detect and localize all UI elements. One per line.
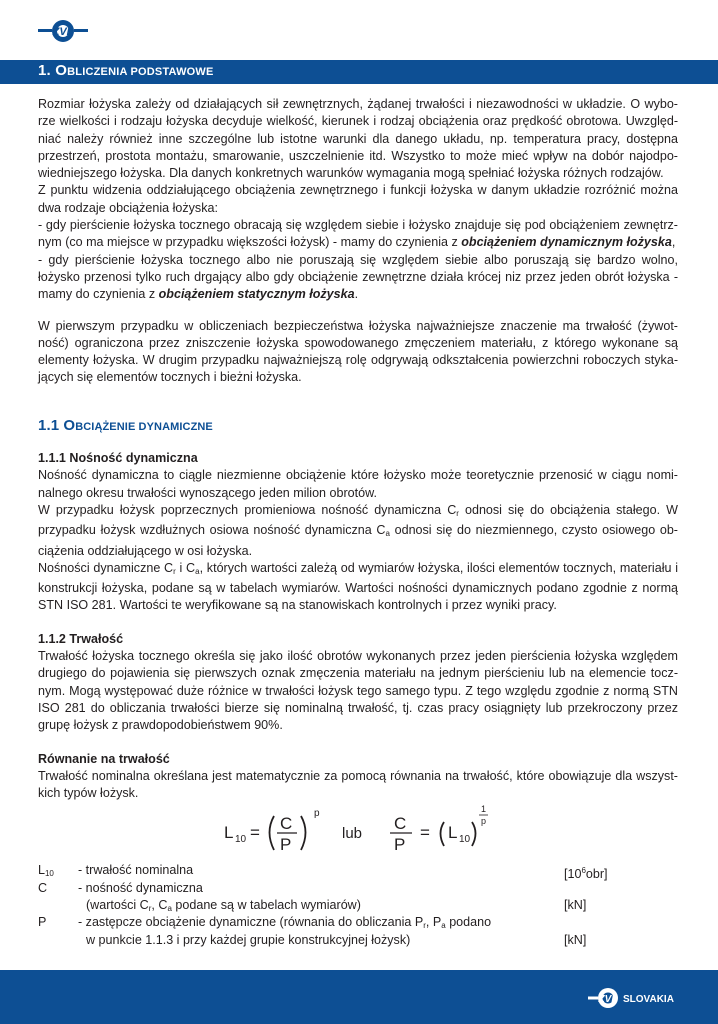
intro-paragraph-1: Rozmiar łożyska zależy od działających sił zewnętrznych, żądanej trwałości i niezawodności w układzie. O wybo-rze wielkości i rodzaju łożyska decyduje wielkość, kierunek i rodzaj obciążenia oraz prędkość obrotowa. Uwzględ-niać należy również inne szczególne lub istotne warunki dla danego układu, np. temperatura pracy, dostępna przestrzeń, prostota montażu, smarowanie, uszczelnienie itd. Wszystko to może mieć wpływ na dobór najodpo-wiedniejszego łożyska. Dla danych konkretnych warunków wymagania mogą spełniać łożyska różnych rodzajów. [38,97,678,181]
formula-paren-open-2 [441,822,445,846]
formula-equals-1: = [250,823,260,843]
symbol-definitions [38,862,678,948]
formula-P-2: P [394,835,406,855]
intro-paragraph-4: - gdy pierścienie łożyska tocznego albo nie poruszają się względem siebie albo poruszają się bardzo wolno, łożysko przenosi tylko ruch drgający albo gdy obciążenie zewnętrzne działa krócej niz przez jeden obrót łożyska - mamy do czynienia z obciążeniem statycznym łożyska. [38,252,678,302]
formula-L: L [224,823,234,843]
equation-intro: Trwałość nominalna określana jest matematycznie za pomocą równania na trwałość, które obowiązuje dla wszyst-kich typów łożysk. [38,768,678,801]
s111-paragraph-2: W przypadku łożysk poprzecznych promieniowa nośność dynamiczna $C_r$ odnosi się do obciążenia stałego. W przypadku łożysk wzdłużnych osiowa nośność dynamiczna $C_a$ odnosi się do niezmiennego, czysto osiowego ob-ciążenia oddziałującego w osi łożyska. [38,502,679,558]
formula-L-2: L [448,823,458,843]
definition-row-P: P - zastępcze obciążenie dynamiczne (równania do obliczania $P_r$, $P_a$ podano [38,915,492,931]
footer-logo-zvl: ZVL [598,994,618,1005]
formula-exp-p-1: p [314,808,320,820]
main-content [38,96,678,949]
formula-equals-2: = [420,823,430,843]
chapter-title: 1. OBLICZENIA PODSTAWOWE [38,62,214,79]
subsection-heading-1-1-2: 1.1.2 Trwałość [38,631,124,646]
zvl-logo-top [38,18,88,44]
definition-row-C-note: (wartości $C_r$, $C_a$ podane są w tabelach wymiarów) [kN] [86,897,587,913]
formula-exp-p-2: p [481,816,487,827]
formula-L-sub-2: 10 [459,834,471,846]
s111-paragraph-3: Nośności dynamiczne $C_r$ i $C_a$, których wartości zależą od wymiarów łożyska, ilości elementów tocznych, materiału i konstrukcji łożyska, podane są w tabelach wymiarów. Wartości nośności dynamicznych podano zgodnie z normą STN ISO 281. Wartości te weryfikowane są na stanowiskach kontrolnych i przez wyniki pracy. [38,560,678,613]
formula-paren-close-2 [472,822,476,846]
section-heading-1-1: 1.1 OBCIĄŻENIE DYNAMICZNE [38,416,213,434]
zvl-slovakia-logo [588,986,680,1015]
formula-paren-close-1 [301,816,306,850]
zvl-logo-text: ZVL [52,26,74,38]
s111-paragraph-1: Nośność dynamiczna to ciągle niezmienne obciążenie które łożysko może teoretycznie przenosić w ciągu nomi-nalnego okresu trwałości wynoszącego jeden milion obrotów. [38,468,678,500]
chapter-header [0,60,718,84]
formula-P-1: P [280,835,292,855]
formula-exp-one: 1 [481,804,487,815]
s112-paragraph-1: Trwałość łożyska tocznego określa się jako ilość obrotów wykonanych przez jeden pierścienia łożyska względem drugiego do pojawienia się pierwszych oznak zmęczenia materiału na jednym pierścieniu lub na elemencie tocz-nym. Mogą występować duże różnice w trwałości łożysk tego samego typu. Z tego względu zgodnie z normą STN ISO 281 do obliczania trwałości bierze się nominalną trwałość, tj. czas pracy osiągnięty lub przekroczony przez grupę łożysk z prawdopodobieństwem 90%. [38,649,678,733]
footer-logo-country: SLOVAKIA [623,994,674,1005]
intro-paragraph-2: Z punktu widzenia oddziałującego obciążenia zewnętrznego i funkcji łożyska w danym układzie rozróżnić można dwa rodzaje obciążenia łożyska: [38,183,678,215]
formula-paren-open-1 [270,816,275,850]
formula-lub: lub [342,825,363,843]
definition-row-C: C - nośność dynamiczna [38,880,203,895]
intro-paragraph-3: - gdy pierścienie łożyska tocznego obracają się względem siebie i łożysko znajduje się pod obciążeniem zewnętrz-nym (co ma miejsce w przypadku większości łożysk) - mamy do czynienia z obciążeniem dynamicznym łożyska, [38,218,678,250]
equation-heading: Równanie na trwałość [38,751,170,766]
intro-paragraph-5: W pierwszym przypadku w obliczeniach bezpieczeństwa łożyska najważniejsze znaczenie ma trwałość (żywot-ność) ograniczona przez zniszczenie łożyska spowodowanego zmęczeniem materiału, z którego wykonane są elementy łożyska. W drugim przypadku najważniejszą rolę odgrywają odkształcenia powierzchni roboczych styka-jących się elementów tocznych i bieżni łożyska. [38,318,678,385]
formula-C-1: C [280,814,293,834]
definition-row-P-note: w punkcie 1.1.3 i przy każdej grupie konstrukcyjnej łożysk) [kN] [86,932,587,947]
definition-row-L: $L_{10}$ - trwałość nominalna $[10^6obr]$ [38,863,608,882]
formula-L-sub: 10 [235,834,247,846]
subsection-heading-1-1-1: 1.1.1 Nośność dynamiczna [38,451,198,466]
formula-C-2: C [394,814,407,834]
life-equation [38,802,678,862]
